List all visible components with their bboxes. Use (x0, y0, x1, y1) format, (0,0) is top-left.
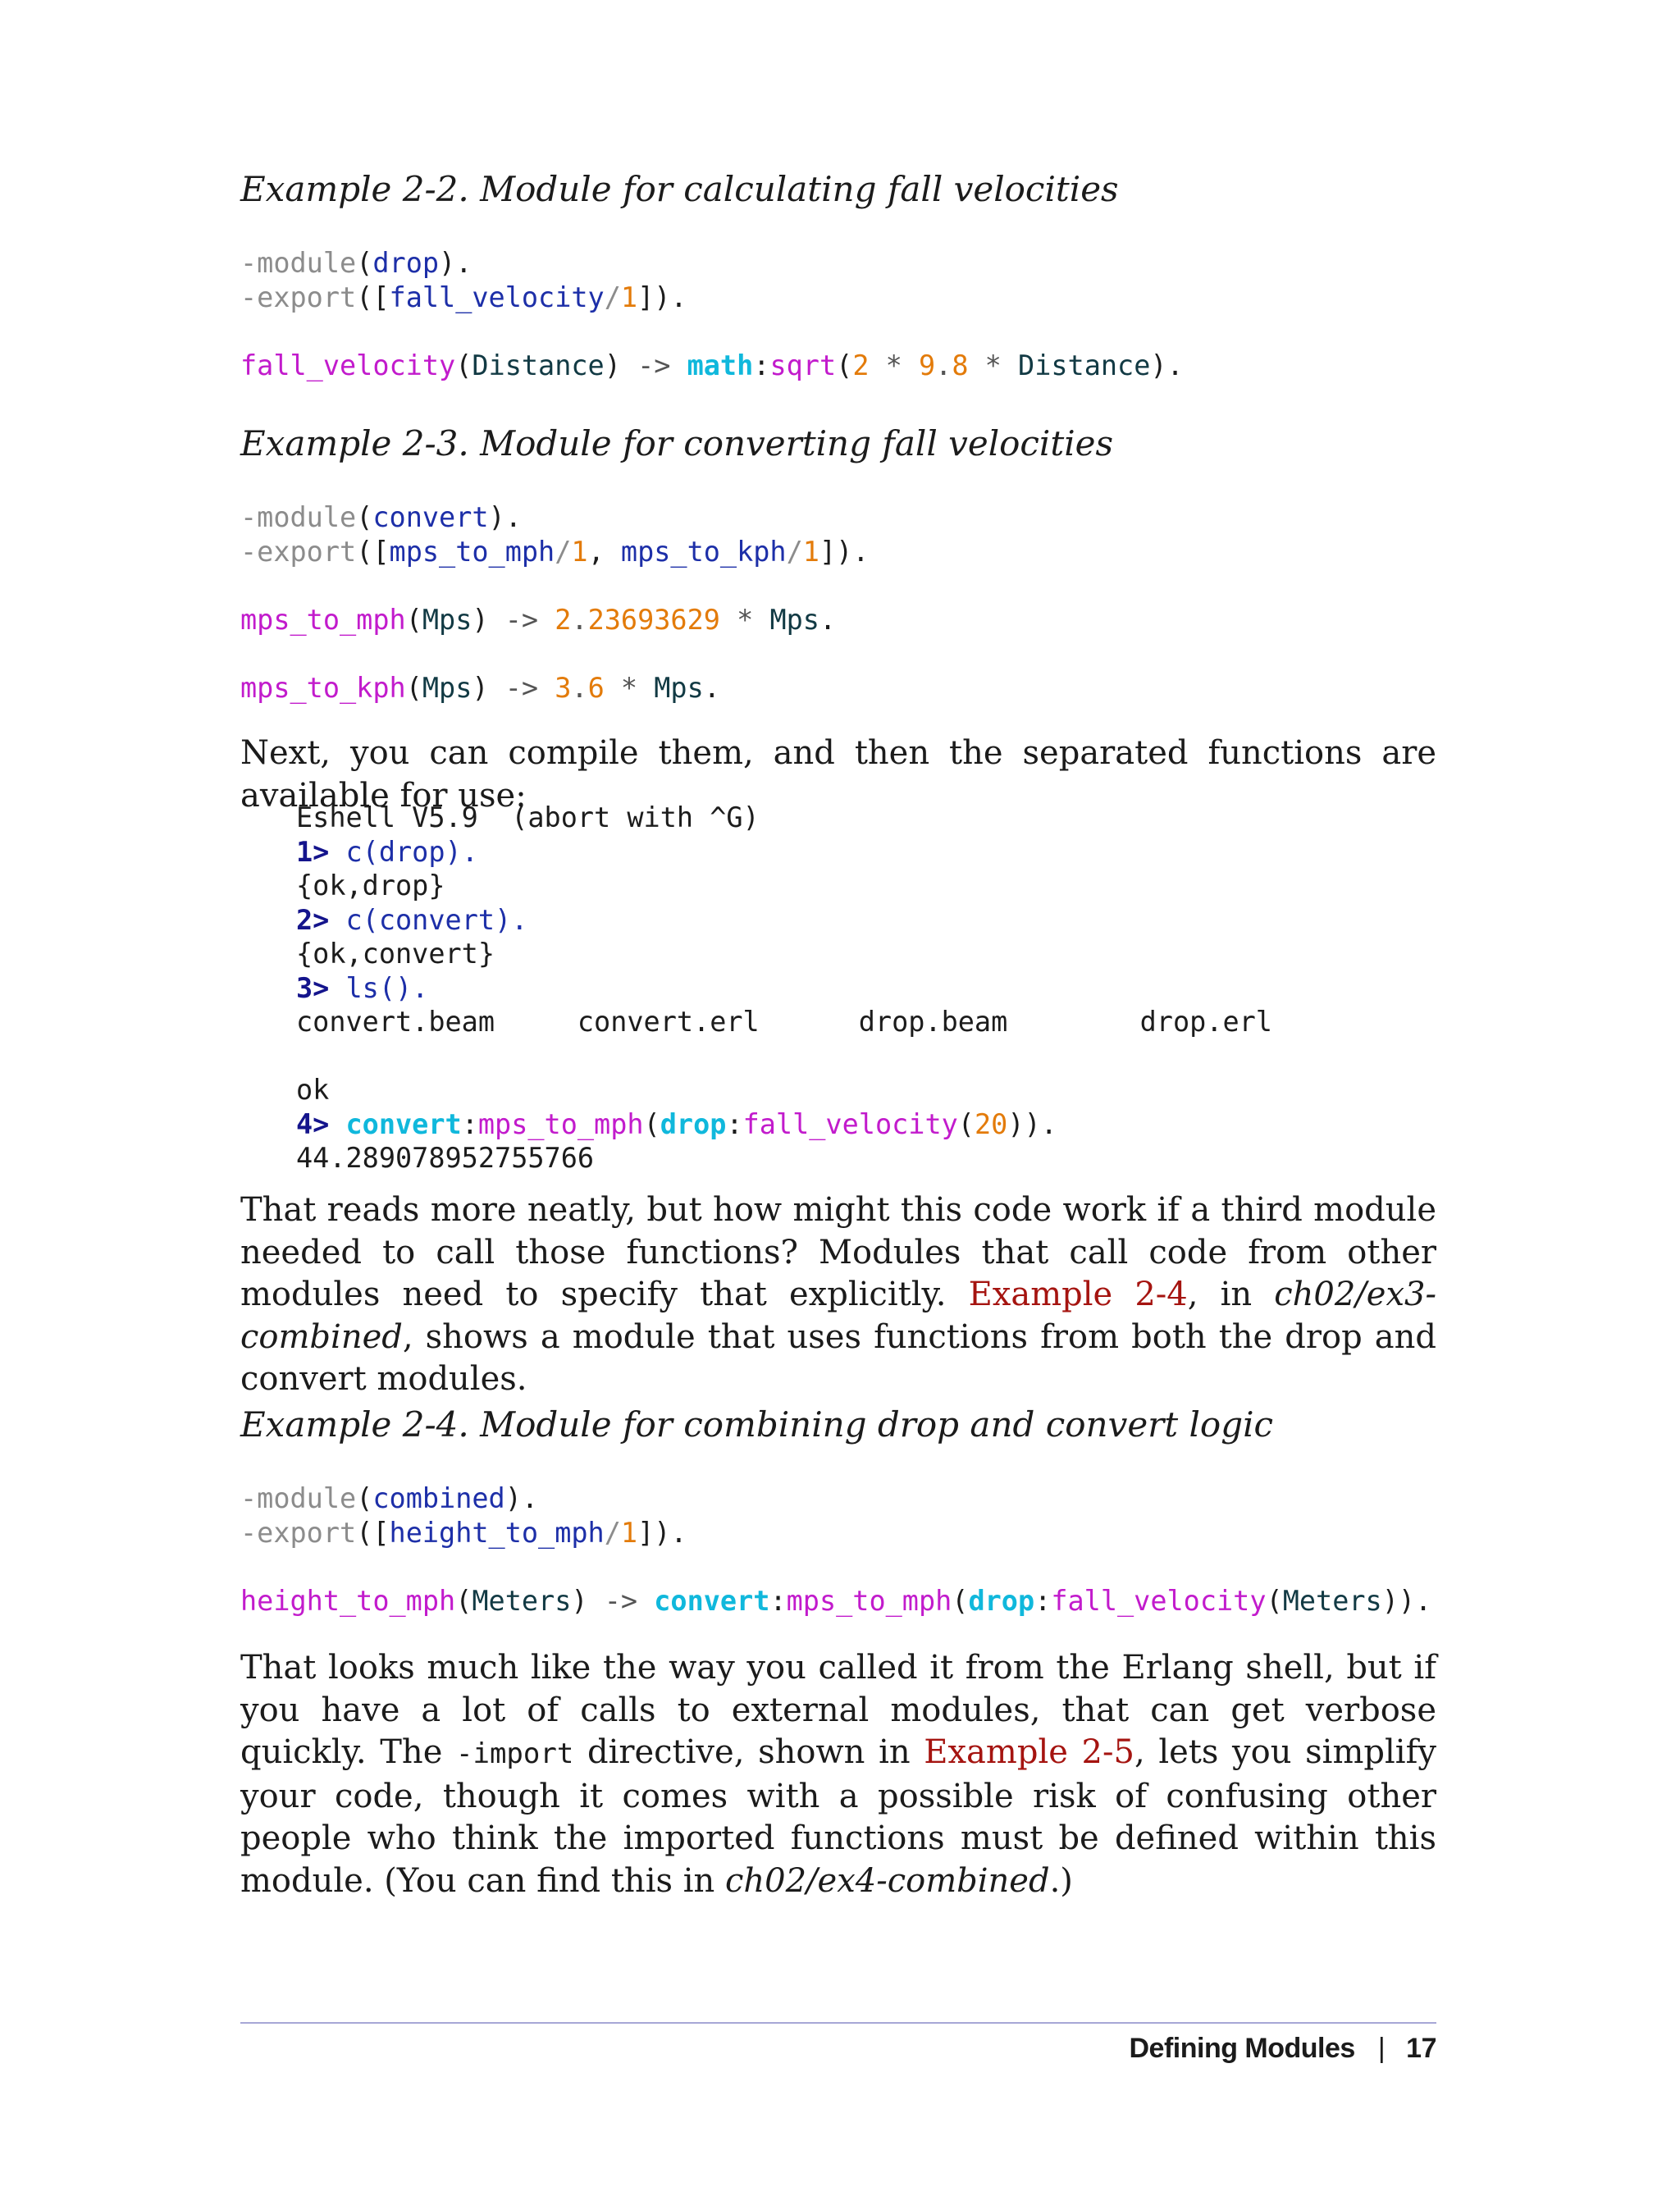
code-line: height_to_mph(Meters) -> convert:mps_to_mph(drop:fall_velocity(Meters)). (240, 1584, 1432, 1617)
page-footer (1130, 2033, 1437, 2065)
code-line: {ok,drop} (296, 870, 445, 902)
example-2-2-caption: Example 2-2. Module for calculating fall velocities (240, 169, 1119, 209)
paragraph-compile: Next, you can compile them, and then the separated functions are available for use: (240, 734, 1436, 815)
example-2-4-link[interactable]: Example 2-4 (968, 1276, 1188, 1313)
code-line: mps_to_mph(Mps) -> 2.23693629 * Mps. (240, 603, 837, 636)
code-line: 2> c(convert). (296, 903, 528, 936)
code-line: 4> convert:mps_to_mph(drop:fall_velocity(20)). (296, 1107, 1057, 1140)
example-2-4-caption: Example 2-4. Module for combining drop and convert logic (240, 1404, 1274, 1445)
code-line: -module(convert). (240, 501, 522, 533)
code-line (240, 568, 869, 603)
code-line: convert.beam convert.erl drop.beam drop.erl (296, 1006, 1272, 1038)
example-2-3-caption: Example 2-3. Module for converting fall velocities (240, 423, 1114, 463)
code-line: 1> c(drop). (296, 835, 478, 868)
code-line: mps_to_kph(Mps) -> 3.6 * Mps. (240, 671, 720, 704)
code-line: ok (296, 1074, 330, 1106)
erlang-shell-session (296, 801, 1272, 1176)
example-2-4-code (240, 1481, 1431, 1618)
footer-divider (240, 2022, 1436, 2024)
code-line: 3> ls(). (296, 971, 429, 1004)
footer-separator: | (1377, 2033, 1386, 2064)
code-line (296, 1039, 1272, 1074)
import-directive-code: -import (456, 1737, 574, 1770)
example-2-5-link[interactable]: Example 2-5 (924, 1733, 1134, 1771)
code-line: -export([fall_velocity/1]). (240, 281, 687, 313)
example-2-2-code (240, 246, 1184, 382)
example-2-3-code (240, 500, 869, 705)
path-ex3-combined: ch02/ex3-combined (240, 1276, 1436, 1356)
paragraph-third-module: That reads more neatly, but how might this code work if a third module needed to call those functions? Modules that call code from other modules need to specify that explicitly. Example 2-4, in ch02/ex3-combined, shows a module that uses functions from both the drop and convert modules. (240, 1191, 1436, 1398)
path-ex4-combined: ch02/ex4-combined (725, 1861, 1050, 1900)
paragraph-import: That looks much like the way you called it from the Erlang shell, but if you have a lot of calls to external modules, that can get verbose quickly. The -import directive, shown in Example 2-5, lets you simplify your code, though it comes with a possible risk of confusing other people who think the imported functions must be defined within this module. (You can find this in ch02/ex4-combined.) (240, 1649, 1436, 1900)
code-line (240, 314, 1184, 349)
code-line: -export([mps_to_mph/1, mps_to_kph/1]). (240, 535, 870, 568)
code-line: Eshell V5.9 (abort with ^G) (296, 801, 760, 833)
code-line: fall_velocity(Distance) -> math:sqrt(2 * 9.8 * Distance). (240, 349, 1184, 381)
book-page (240, 0, 1436, 2205)
footer-section-title: Defining Modules (1129, 2033, 1355, 2064)
code-line: -module(combined). (240, 1482, 539, 1514)
code-line (240, 637, 869, 671)
page-number: 17 (1406, 2033, 1436, 2064)
code-line: 44.289078952755766 (296, 1142, 595, 1174)
code-line: {ok,convert} (296, 938, 495, 970)
code-line: -module(drop). (240, 247, 472, 279)
code-line: -export([height_to_mph/1]). (240, 1516, 687, 1549)
code-line (240, 1550, 1431, 1584)
